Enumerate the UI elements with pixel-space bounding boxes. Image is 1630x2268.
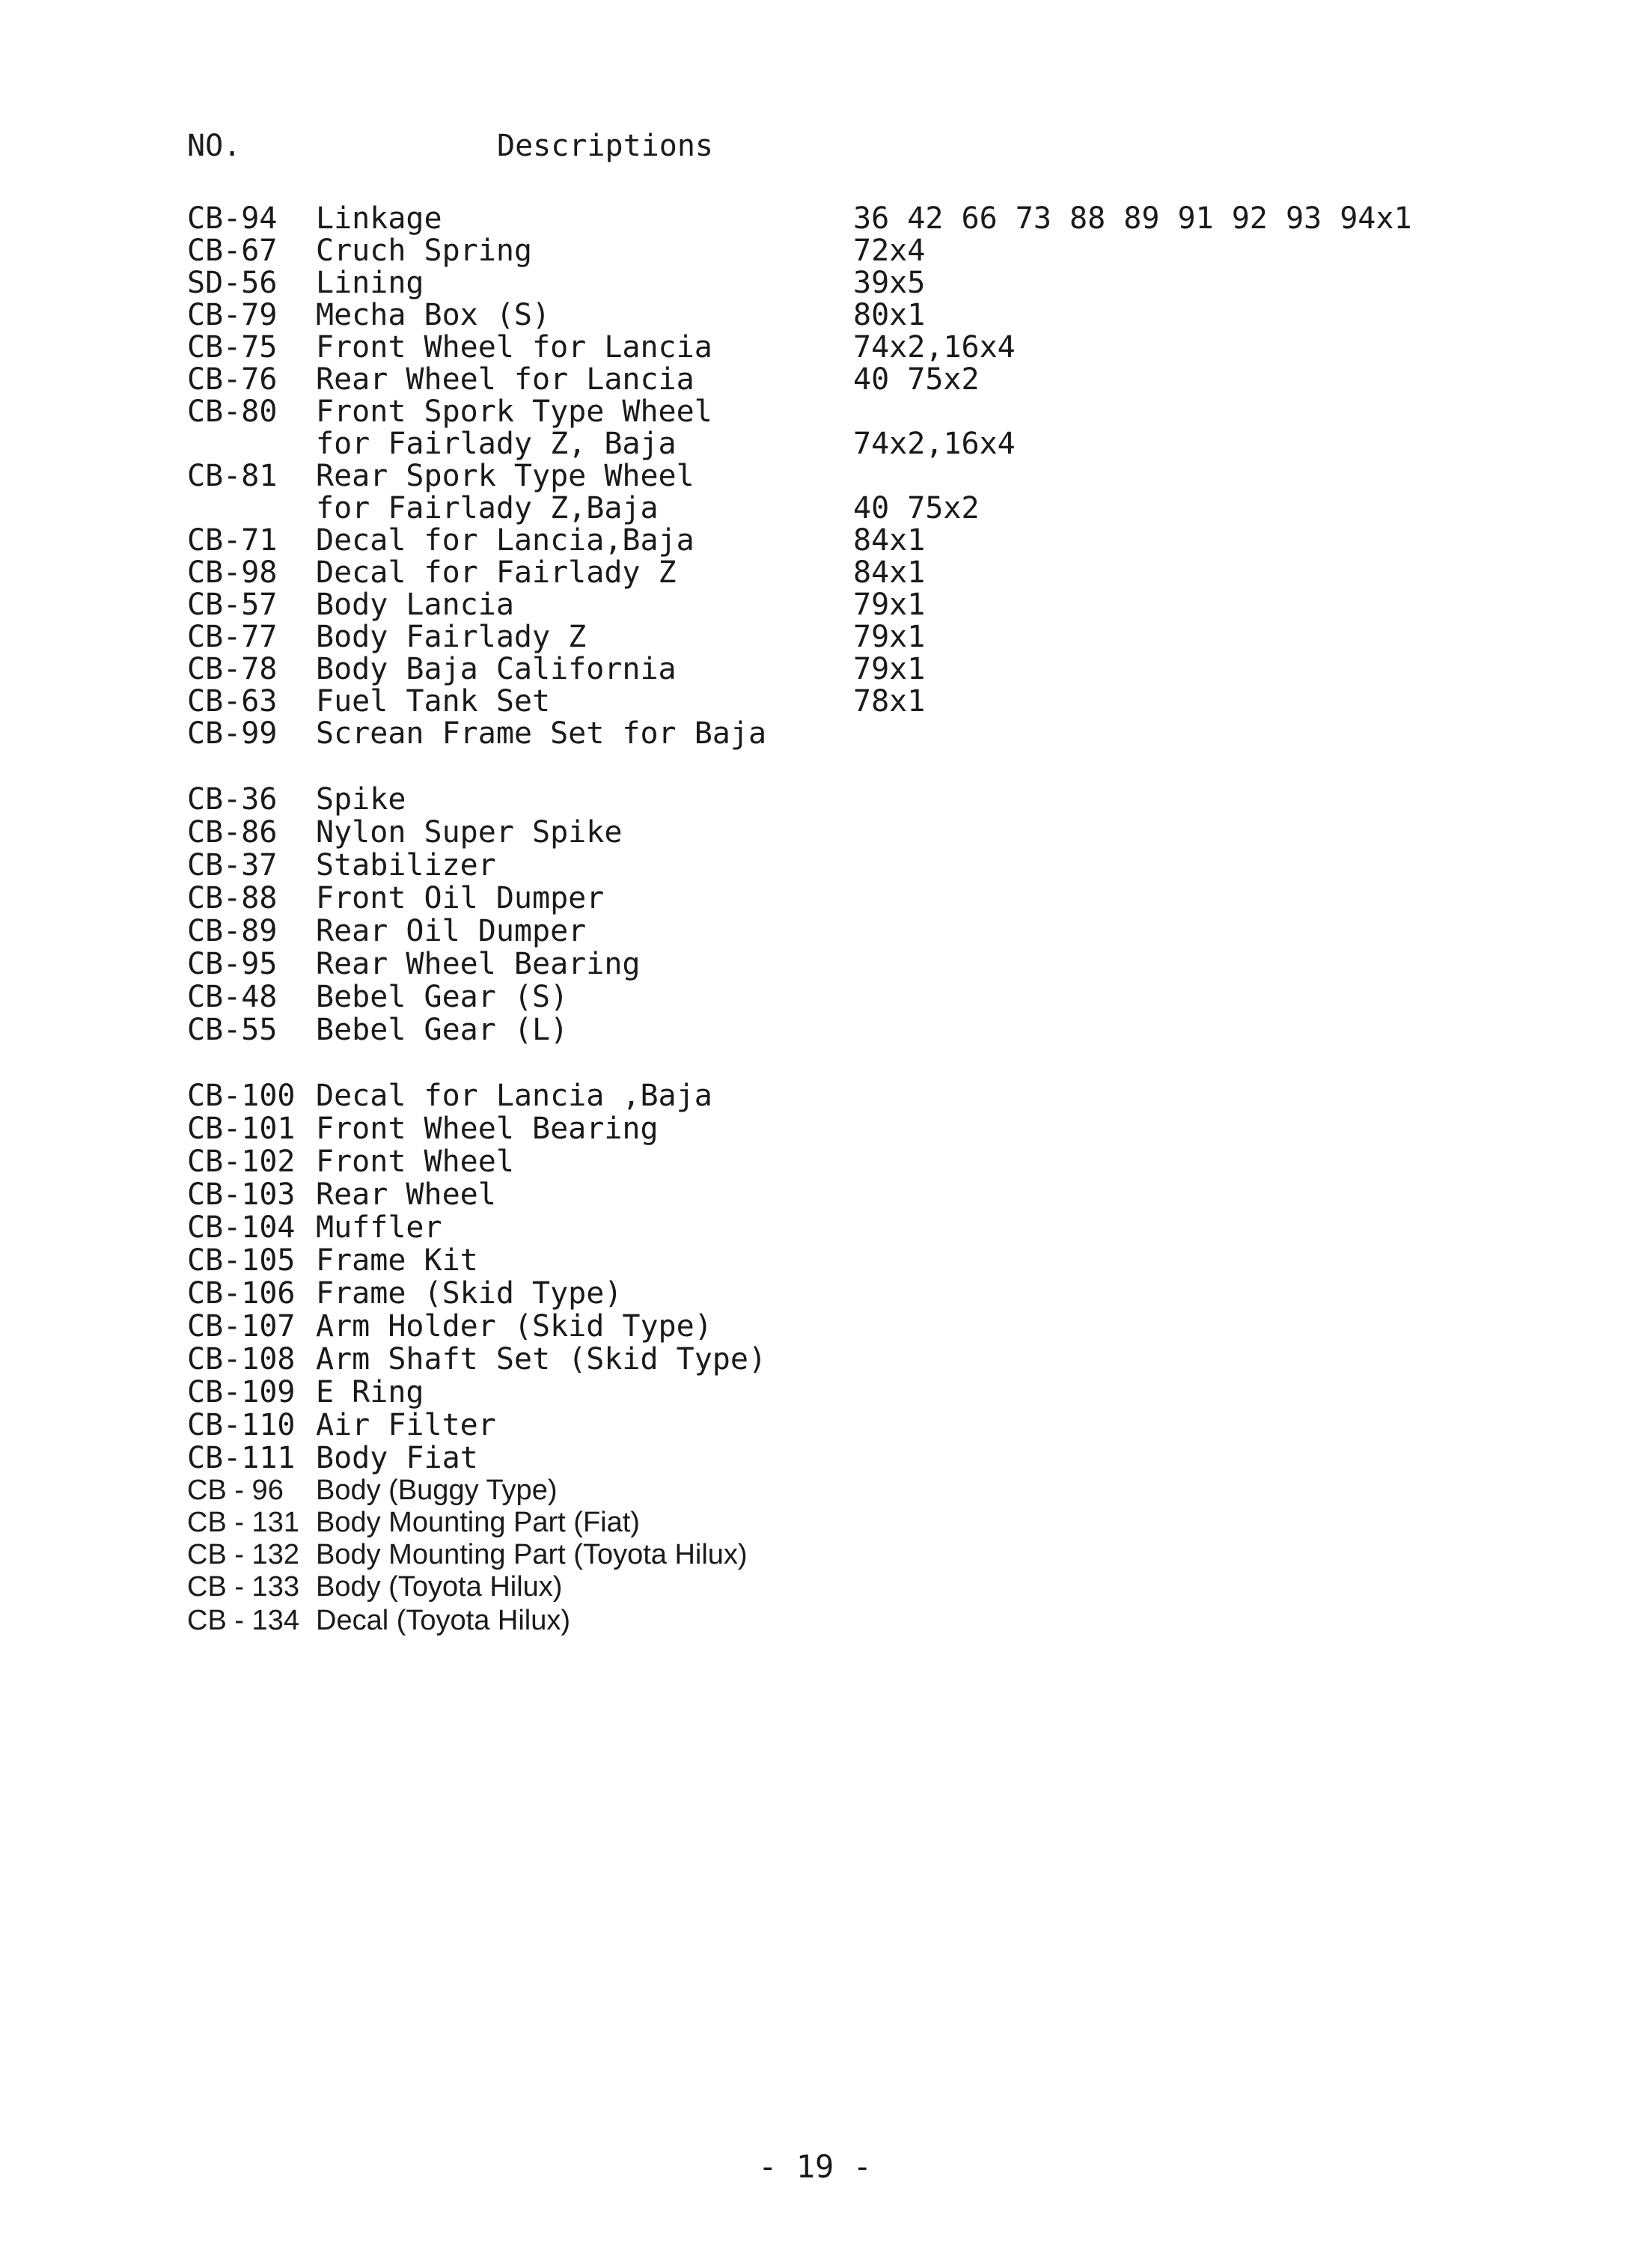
list-item <box>0 1145 1630 1178</box>
list-item <box>0 299 1630 332</box>
part-number: CB-76 <box>187 362 278 397</box>
list-item <box>0 1538 1630 1571</box>
part-number: CB-67 <box>187 234 278 268</box>
part-number: CB-88 <box>187 881 278 915</box>
list-item <box>0 915 1630 948</box>
part-quantity: 40 75x2 <box>853 362 980 397</box>
list-item <box>0 427 1630 460</box>
part-description: Cruch Spring <box>316 234 532 268</box>
list-item <box>0 882 1630 915</box>
part-number: CB-98 <box>187 555 278 590</box>
part-number: CB-71 <box>187 523 278 558</box>
list-item <box>0 1079 1630 1112</box>
part-number: CB-105 <box>187 1243 296 1278</box>
part-number: CB-78 <box>187 652 278 686</box>
list-item <box>0 460 1630 493</box>
part-quantity: 74x2,16x4 <box>853 427 1016 461</box>
part-description: Rear Wheel for Lancia <box>316 362 695 397</box>
part-description: Body (Toyota Hilux) <box>316 1571 563 1603</box>
part-description: Bebel Gear (L) <box>316 1013 569 1047</box>
part-description: for Fairlady Z,Baja <box>316 491 659 525</box>
part-number: CB-95 <box>187 947 278 981</box>
part-quantity: 72x4 <box>853 234 926 268</box>
list-item <box>0 1409 1630 1442</box>
part-number: CB-63 <box>187 684 278 719</box>
part-number: CB-86 <box>187 815 278 850</box>
part-description: Arm Holder (Skid Type) <box>316 1309 712 1344</box>
part-number: CB-48 <box>187 980 278 1014</box>
part-number: CB-89 <box>187 914 278 948</box>
part-description: Decal for Lancia ,Baja <box>316 1079 712 1113</box>
list-item <box>0 1277 1630 1310</box>
part-number: CB-106 <box>187 1276 296 1311</box>
part-description: Front Oil Dumper <box>316 881 605 915</box>
list-item <box>0 1474 1630 1507</box>
list-item <box>0 849 1630 882</box>
part-quantity: 74x2,16x4 <box>853 330 1016 365</box>
part-description: Decal (Toyota Hilux) <box>316 1605 570 1636</box>
part-description: Front Wheel <box>316 1144 514 1179</box>
part-description: Rear Spork Type Wheel <box>316 459 695 493</box>
list-item <box>0 588 1630 621</box>
list-item <box>0 653 1630 686</box>
part-number: CB-103 <box>187 1177 296 1212</box>
list-item <box>0 783 1630 816</box>
column-header-no: NO. <box>187 129 242 163</box>
part-description: Muffler <box>316 1210 442 1245</box>
list-item <box>0 1178 1630 1211</box>
list-item <box>0 556 1630 589</box>
list-item <box>0 981 1630 1013</box>
part-description: Body Fiat <box>316 1441 478 1475</box>
part-quantity: 84x1 <box>853 523 926 558</box>
part-description: Body (Buggy Type) <box>316 1475 558 1506</box>
part-number: CB-57 <box>187 588 278 622</box>
part-number: CB - 134 <box>187 1605 299 1636</box>
part-number: CB - 131 <box>187 1507 299 1538</box>
part-description: Decal for Lancia,Baja <box>316 523 695 558</box>
part-description: Linkage <box>316 201 442 236</box>
part-number: CB-99 <box>187 716 278 751</box>
part-number: CB-79 <box>187 298 278 332</box>
part-description: Rear Oil Dumper <box>316 914 587 948</box>
part-number: CB-107 <box>187 1309 296 1344</box>
part-number: CB-102 <box>187 1144 296 1179</box>
part-description: Screan Frame Set for Baja <box>316 716 767 751</box>
part-number: CB - 133 <box>187 1571 299 1603</box>
page-number: - 19 - <box>758 2148 872 2185</box>
part-number: CB-94 <box>187 201 278 236</box>
part-number: CB-111 <box>187 1441 296 1475</box>
part-description: Rear Wheel <box>316 1177 496 1212</box>
list-item <box>0 1244 1630 1277</box>
part-number: CB-81 <box>187 459 278 493</box>
list-item <box>0 1442 1630 1475</box>
list-item <box>0 524 1630 557</box>
list-item <box>0 816 1630 849</box>
part-number: CB-104 <box>187 1210 296 1245</box>
part-quantity: 84x1 <box>853 555 926 590</box>
part-number: CB-100 <box>187 1079 296 1113</box>
part-number: CB - 96 <box>187 1475 284 1506</box>
part-description: Arm Shaft Set (Skid Type) <box>316 1342 767 1377</box>
list-item <box>0 1211 1630 1244</box>
part-description: Frame Kit <box>316 1243 478 1278</box>
part-description: Nylon Super Spike <box>316 815 623 850</box>
list-item <box>0 948 1630 981</box>
part-quantity: 40 75x2 <box>853 491 980 525</box>
part-description: Body Lancia <box>316 588 514 622</box>
part-description: Air Filter <box>316 1408 496 1442</box>
list-item <box>0 1506 1630 1539</box>
part-description: Front Spork Type Wheel <box>316 394 712 429</box>
list-item <box>0 1376 1630 1409</box>
part-number: CB - 132 <box>187 1539 299 1570</box>
list-item <box>0 234 1630 267</box>
part-description: Decal for Fairlady Z <box>316 555 677 590</box>
list-item <box>0 1343 1630 1376</box>
part-description: Mecha Box (S) <box>316 298 551 332</box>
part-description: Front Wheel for Lancia <box>316 330 712 365</box>
list-item <box>0 1112 1630 1145</box>
part-number: CB-110 <box>187 1408 296 1442</box>
part-number: CB-55 <box>187 1013 278 1047</box>
part-description: Body Mounting Part (Toyota Hilux) <box>316 1539 748 1570</box>
list-item <box>0 202 1630 235</box>
part-description: Stabilizer <box>316 848 496 882</box>
part-number: CB-108 <box>187 1342 296 1377</box>
part-description: Fuel Tank Set <box>316 684 551 719</box>
part-number: CB-80 <box>187 394 278 429</box>
part-number: CB-101 <box>187 1112 296 1146</box>
list-item <box>0 685 1630 718</box>
part-description: Rear Wheel Bearing <box>316 947 641 981</box>
part-description: Front Wheel Bearing <box>316 1112 659 1146</box>
part-number: CB-75 <box>187 330 278 365</box>
list-item <box>0 1310 1630 1343</box>
part-quantity: 79x1 <box>853 588 926 622</box>
list-item <box>0 492 1630 525</box>
part-number: CB-109 <box>187 1375 296 1409</box>
part-quantity: 36 42 66 73 88 89 91 92 93 94x1 <box>853 201 1412 236</box>
part-quantity: 79x1 <box>853 652 926 686</box>
list-item <box>0 1604 1630 1637</box>
list-item <box>0 717 1630 750</box>
part-number: CB-36 <box>187 782 278 817</box>
part-number: CB-37 <box>187 848 278 882</box>
part-description: Lining <box>316 266 424 300</box>
part-description: Bebel Gear (S) <box>316 980 569 1014</box>
part-quantity: 39x5 <box>853 266 926 300</box>
list-item <box>0 1013 1630 1046</box>
list-item <box>0 331 1630 364</box>
list-item <box>0 395 1630 428</box>
part-quantity: 78x1 <box>853 684 926 719</box>
column-header-descriptions: Descriptions <box>497 129 713 163</box>
list-item <box>0 266 1630 299</box>
part-number: CB-77 <box>187 620 278 654</box>
part-description: Body Baja California <box>316 652 677 686</box>
part-description: Body Mounting Part (Fiat) <box>316 1507 640 1538</box>
list-item <box>0 363 1630 396</box>
part-description: Spike <box>316 782 406 817</box>
list-item <box>0 621 1630 653</box>
part-description: Body Fairlady Z <box>316 620 587 654</box>
part-number: SD-56 <box>187 266 278 300</box>
list-item <box>0 1570 1630 1603</box>
part-description: Frame (Skid Type) <box>316 1276 623 1311</box>
part-description: for Fairlady Z, Baja <box>316 427 677 461</box>
part-quantity: 79x1 <box>853 620 926 654</box>
part-quantity: 80x1 <box>853 298 926 332</box>
part-description: E Ring <box>316 1375 424 1409</box>
